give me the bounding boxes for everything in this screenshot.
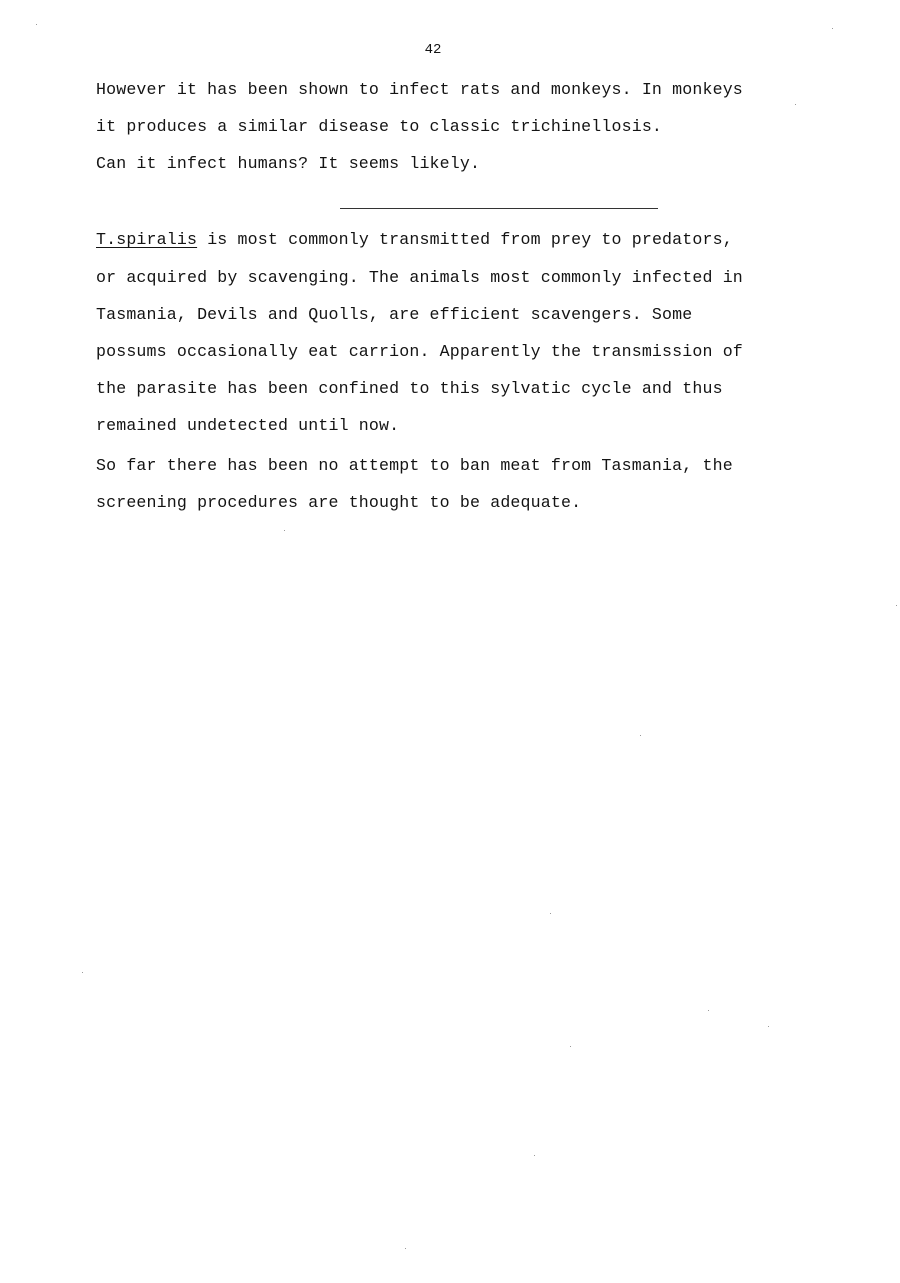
scan-speck [550,913,551,914]
text-line: remained undetected until now. [96,416,400,435]
text-line: the parasite has been confined to this sylvatic cycle and thus [96,379,723,398]
scan-speck [768,1026,769,1027]
text-line: So far there has been no attempt to ban meat from Tasmania, the [96,456,733,475]
scan-speck [896,605,897,606]
text-line: screening procedures are thought to be adequate. [96,493,582,512]
text-line [96,230,733,250]
text-line-continuation: is most commonly transmitted from prey to predators, [197,230,733,249]
text-line: Can it infect humans? It seems likely. [96,154,481,173]
text-line: or acquired by scavenging. The animals most commonly infected in [96,268,743,287]
text-line: Tasmania, Devils and Quolls, are efficient scavengers. Some [96,305,693,324]
scan-speck [82,972,83,973]
scan-speck [534,1155,535,1156]
scan-speck [708,1010,709,1011]
page-number: 42 [424,42,442,58]
scan-speck [832,28,833,29]
text-line: possums occasionally eat carrion. Apparently the transmission of [96,342,743,361]
text-line: it produces a similar disease to classic trichinellosis. [96,117,663,136]
scan-speck [405,1248,406,1249]
section-divider [340,208,658,209]
scan-speck [570,1046,571,1047]
scan-speck [640,735,641,736]
text-line: However it has been shown to infect rats and monkeys. In monkeys [96,80,743,99]
scan-speck [284,530,285,531]
scan-speck [795,104,796,105]
scan-speck [36,24,37,25]
species-name: T.spiralis [96,230,198,249]
